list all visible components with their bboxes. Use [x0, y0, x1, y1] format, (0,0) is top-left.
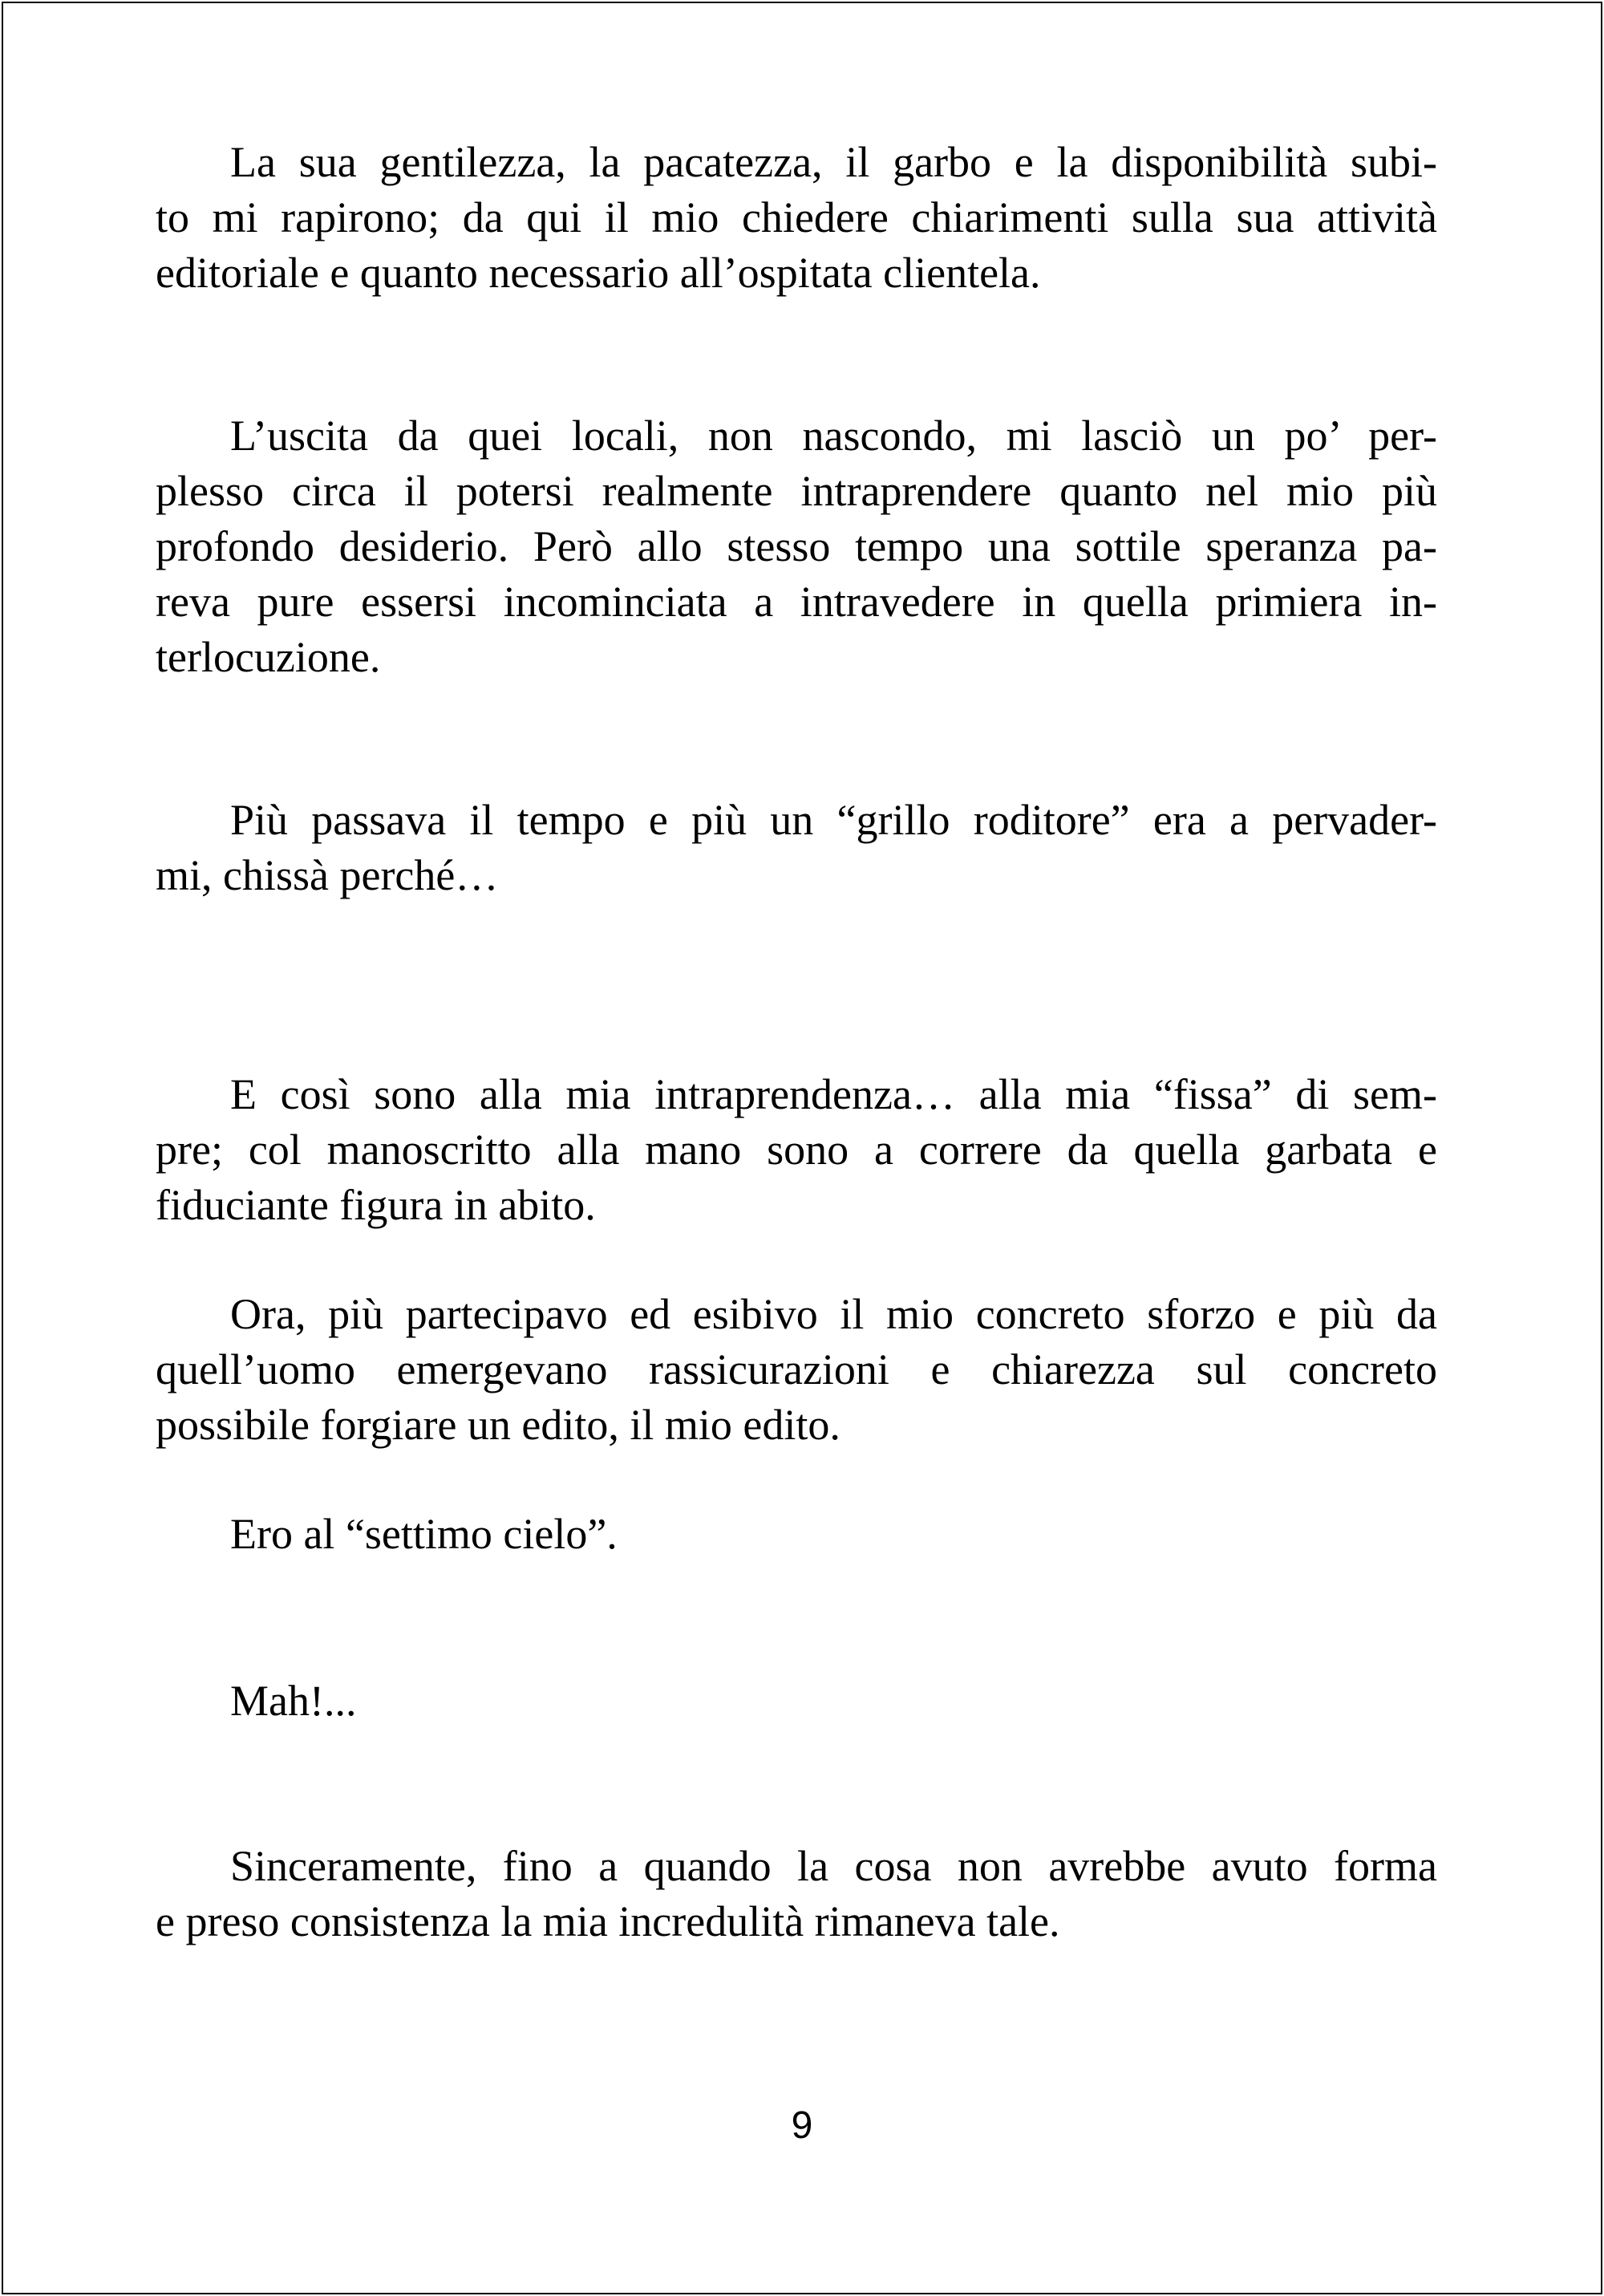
- paragraph-line: quell’uomo emergevano rassicurazioni e chiarezza sul concreto: [156, 1345, 1437, 1393]
- paragraph-line: fiduciante figura in abito.: [156, 1181, 596, 1229]
- paragraph-2: [156, 408, 1437, 685]
- paragraph-line: Sinceramente, fino a quando la cosa non avrebbe avuto forma: [230, 1842, 1437, 1890]
- paragraph-1: [156, 135, 1437, 301]
- paragraph-5: [156, 1287, 1437, 1453]
- paragraph-line: pre; col manoscritto alla mano sono a correre da quella garbata e: [156, 1126, 1437, 1174]
- paragraph-line: plesso circa il potersi realmente intraprendere quanto nel mio più: [156, 467, 1437, 515]
- paragraph-line: La sua gentilezza, la pacatezza, il garbo e la disponibilità subi-: [230, 138, 1437, 186]
- paragraph-line: terlocuzione.: [156, 633, 381, 681]
- paragraph-line: mi, chissà perché…: [156, 851, 499, 899]
- paragraph-3: [156, 793, 1437, 903]
- paragraph-line: profondo desiderio. Però allo stesso tempo una sottile speranza pa-: [156, 522, 1437, 570]
- paragraph-line: reva pure essersi incominciata a intravedere in quella primiera in-: [156, 578, 1437, 626]
- page-number: 9: [791, 2104, 813, 2147]
- paragraph-line: E così sono alla mia intraprendenza… alla mia “fissa” di sem-: [230, 1070, 1437, 1118]
- paragraph-line: L’uscita da quei locali, non nascondo, mi lasciò un po’ per-: [230, 412, 1437, 460]
- paragraph-6: [156, 1507, 1437, 1562]
- paragraph-7: [156, 1673, 1437, 1729]
- paragraph-line: Mah!...: [230, 1677, 357, 1725]
- paragraph-8: [156, 1839, 1437, 1949]
- paragraph-line: possibile forgiare un edito, il mio edito.: [156, 1401, 840, 1449]
- paragraph-line: to mi rapirono; da qui il mio chiedere chiarimenti sulla sua attività: [156, 193, 1437, 241]
- paragraph-line: Più passava il tempo e più un “grillo roditore” era a pervader-: [230, 796, 1437, 844]
- paragraph-line: Ero al “settimo cielo”.: [230, 1510, 618, 1558]
- paragraph-4: [156, 1067, 1437, 1233]
- paragraph-line: e preso consistenza la mia incredulità rimaneva tale.: [156, 1897, 1060, 1945]
- paragraph-line: Ora, più partecipavo ed esibivo il mio concreto sforzo e più da: [230, 1290, 1437, 1338]
- paragraph-line: editoriale e quanto necessario all’ospitata clientela.: [156, 249, 1041, 297]
